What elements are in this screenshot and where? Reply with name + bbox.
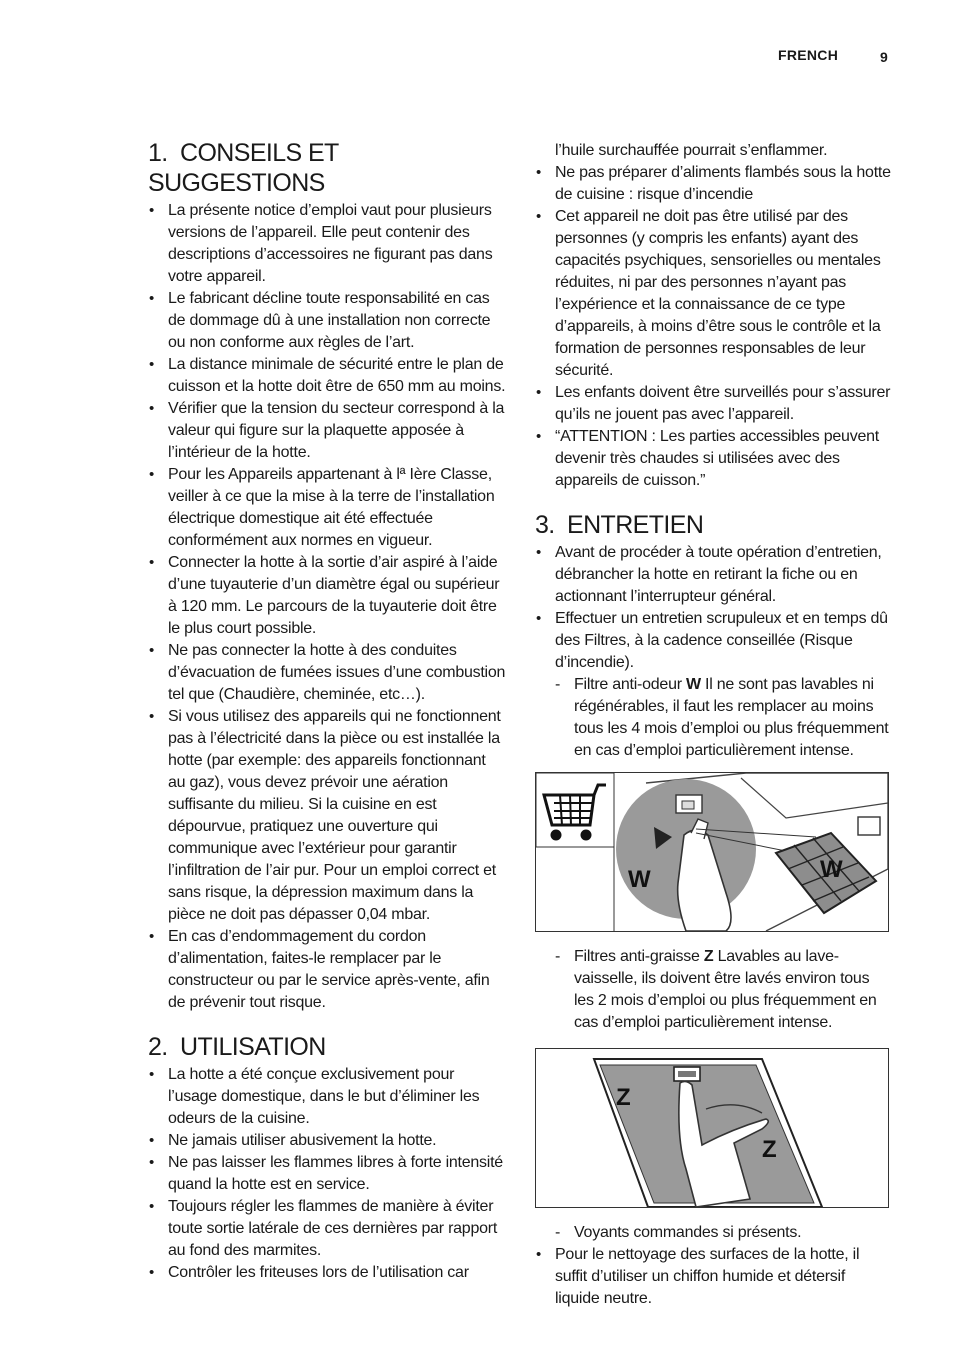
list-item: • La distance minimale de sécurité entre le plan de cuisson et la hotte doit être de 650 mm au moins.: [148, 354, 506, 398]
entretien-list-final: [535, 1244, 893, 1310]
sublist-item-filtres-anti-graisse: - Filtres anti-graisse Z Lavables au lave-vaisselle, ils doivent être lavés environ tous les 2 mois d’emploi ou plus fréquemment en cas d’emploi particulièrement intense.: [535, 946, 893, 1034]
list-item: • Effectuer un entretien scrupuleux et en temps dû des Filtres, à la cadence conseillée (Risque d’incendie).: [535, 608, 893, 674]
filter-label-z: Z: [616, 1084, 631, 1111]
section-heading-utilisation: 2. UTILISATION: [148, 1033, 326, 1061]
list-item: • Ne jamais utiliser abusivement la hotte.: [148, 1130, 506, 1152]
grease-filter-illustration: [536, 1049, 888, 1207]
left-column: [148, 138, 506, 1284]
list-item: • Si vous utilisez des appareils qui ne fonctionnent pas à l’électricité dans la pièce ou est installée la hotte (par exemple: des appareils fonctionnant au gaz), vous devez prévoir une aération suffisante du milieu. Si la cuisine en est dépourvue, pratiquez une ouverture qui communique avec l’extérieur pour garantir l’infiltration de l’air pur. Pour un emploi correct et sans risque, la dépression maximum dans la pièce ne doit pas dépasser 0,04 mbar.: [148, 706, 506, 926]
section-heading-entretien: 3. ENTRETIEN: [535, 511, 704, 539]
entretien-sublist-2: [535, 946, 893, 1034]
list-item: • Pour le nettoyage des surfaces de la hotte, il suffit d’utiliser un chiffon humide et détersif liquide neutre.: [535, 1244, 893, 1310]
list-item: • Pour les Appareils appartenant à lª Ière Classe, veiller à ce que la mise à la terre de l’installation électrique domestique ait été effectuée conformément aux normes en vigueur.: [148, 464, 506, 552]
list-item: • La présente notice d’emploi vaut pour plusieurs versions de l’appareil. Elle peut contenir des descriptions d’accessoires ne figurant pas dans votre appareil.: [148, 200, 506, 288]
list-item: • Contrôler les friteuses lors de l’utilisation car: [148, 1262, 506, 1284]
section-heading-conseils: 1. CONSEILS ET SUGGESTIONS: [148, 139, 339, 197]
list-item: • “ATTENTION : Les parties accessibles peuvent devenir très chaudes si utilisées avec des appareils de cuisson.”: [535, 426, 893, 492]
filter-label-w: W: [628, 866, 651, 893]
filter-label-w: W: [820, 856, 843, 883]
conseils-list: [148, 200, 506, 1014]
list-item: • Ne pas préparer d’aliments flambés sous la hotte de cuisine : risque d’incendie: [535, 162, 893, 206]
sublist-item-voyants: - Voyants commandes si présents.: [535, 1222, 893, 1244]
list-item: • Toujours régler les flammes de manière à éviter toute sortie latérale de ces dernières par rapport au fond des marmites.: [148, 1196, 506, 1262]
right-column: [535, 140, 893, 1310]
header-language: FRENCH: [778, 47, 839, 63]
list-item: • Le fabricant décline toute responsabilité en cas de dommage dû à une installation non correcte ou non conforme aux règles de l’art.: [148, 288, 506, 354]
entretien-list: [535, 542, 893, 674]
list-item: • Cet appareil ne doit pas être utilisé par des personnes (y compris les enfants) ayant des capacités psychiques, sensorielles ou mentales réduites, ni par des personnes n’ayant pas l’expérience et la connaissance de ce type d’appareils, à moins d’être sous le contrôle et la formation de personnes responsables de leur sécurité.: [535, 206, 893, 382]
utilisation-list-continued: [535, 140, 893, 492]
sublist-item-filtre-anti-odeur: - Filtre anti-odeur W Il ne sont pas lavables ni régénérables, il faut les remplacer au moins tous les 4 mois d’emploi ou plus fréquemment en cas d’emploi particulièrement intense.: [535, 674, 893, 762]
figure-anti-odour-filter: [535, 772, 889, 932]
anti-odour-filter-illustration: [536, 773, 888, 931]
list-item: • Avant de procéder à toute opération d’entretien, débrancher la hotte en retirant la fiche ou en actionnant l’interrupteur général.: [535, 542, 893, 608]
entretien-sublist: [535, 674, 893, 762]
figure-grease-filter: [535, 1048, 889, 1208]
list-item-continuation: l’huile surchauffée pourrait s’enflammer.: [555, 142, 828, 159]
filter-label-z: Z: [762, 1136, 777, 1163]
page-number: 9: [880, 49, 888, 65]
list-item: • La hotte a été conçue exclusivement pour l’usage domestique, dans le but d’éliminer les odeurs de la cuisine.: [148, 1064, 506, 1130]
list-item: • Ne pas connecter la hotte à des conduites d’évacuation de fumées issues d’une combustion tel que (Chaudière, cheminée, etc…).: [148, 640, 506, 706]
list-item: • Ne pas laisser les flammes libres à forte intensité quand la hotte est en service.: [148, 1152, 506, 1196]
list-item: • Les enfants doivent être surveillés pour s’assurer qu’ils ne jouent pas avec l’appareil.: [535, 382, 893, 426]
list-item: • Connecter la hotte à la sortie d’air aspiré à l’aide d’une tuyauterie d’un diamètre égal ou supérieur à 120 mm. Le parcours de la tuyauterie doit être le plus court possible.: [148, 552, 506, 640]
list-item: • En cas d’endommagement du cordon d’alimentation, faites-le remplacer par le constructeur ou par le service après-vente, afin de prévenir tout risque.: [148, 926, 506, 1014]
utilisation-list: [148, 1064, 506, 1284]
entretien-sublist-3: [535, 1222, 893, 1244]
list-item: • Vérifier que la tension du secteur correspond à la valeur qui figure sur la plaquette apposée à l’intérieur de la hotte.: [148, 398, 506, 464]
